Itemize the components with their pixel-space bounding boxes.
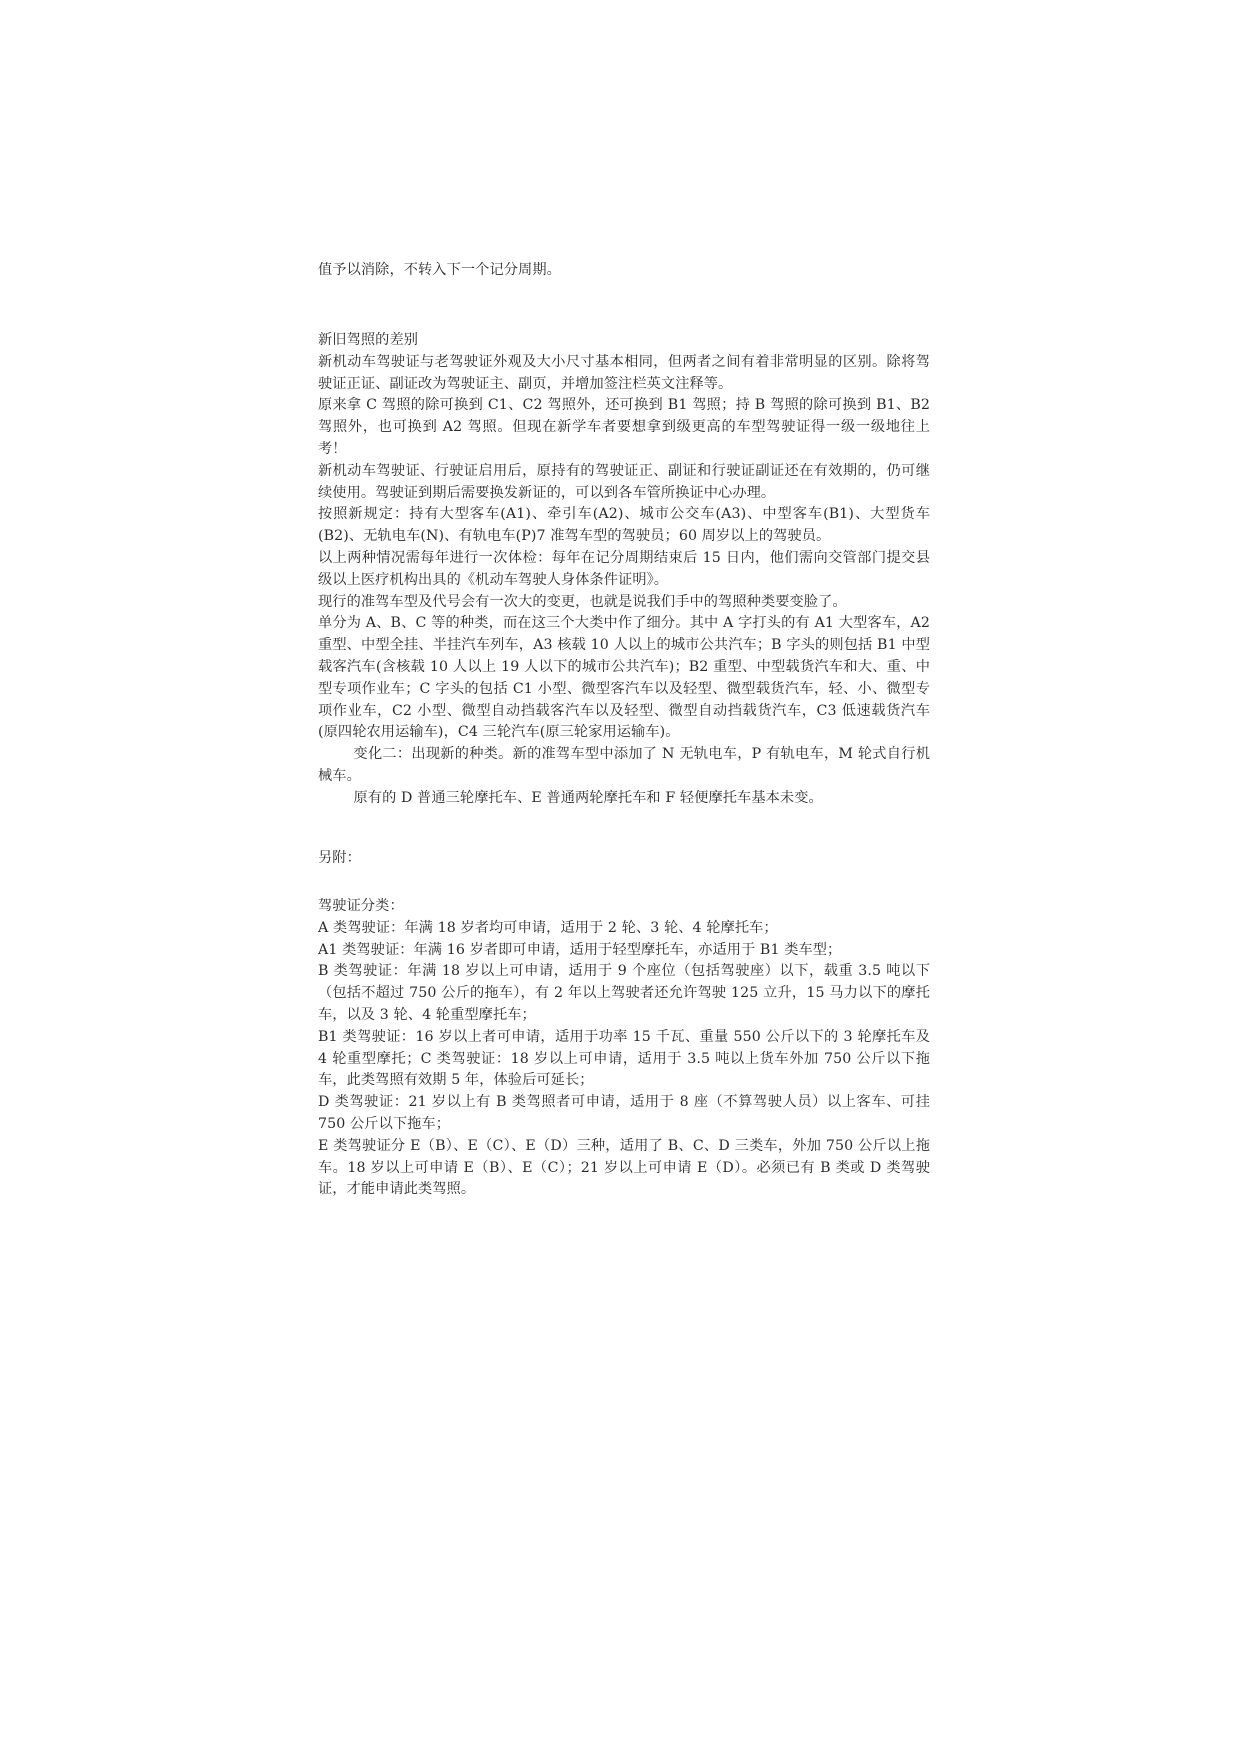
paragraph: 原来拿 C 驾照的除可换到 C1、C2 驾照外，还可换到 B1 驾照；持 B 驾照的除可换到 B1、B2 驾照外，也可换到 A2 驾照。但现在新学车者要想拿到级更高的车型驾驶证得一级一级地往上考！	[318, 397, 930, 457]
carryover-text: 值予以消除，不转入下一个记分周期。	[318, 262, 561, 278]
class-item: E 类驾驶证分 E（B）、E（C）、E（D）三种，适用了 B、C、D 三类车，外加 750 公斤以上拖车。18 岁以上可申请 E（B）、E（C）；21 岁以上可申请 E（D）。必须已有 B 类或 D 类驾驶证，才能申请此类驾照。	[318, 1137, 930, 1198]
section-title: 新旧驾照的差别	[318, 332, 419, 348]
paragraph: 按照新规定：持有大型客车(A1)、牵引车(A2)、城市公交车(A3)、中型客车(B1)、大型货车(B2)、无轨电车(N)、有轨电车(P)7 准驾车型的驾驶员；60 周岁以上的驾驶员。	[318, 506, 930, 545]
carryover-block	[318, 260, 930, 282]
classes-title: 驾驶证分类：	[318, 898, 404, 914]
indented-paragraph: 原有的 D 普通三轮摩托车、E 普通两轮摩托车和 F 轻便摩托车基本未变。	[353, 789, 823, 806]
paragraph: 新机动车驾驶证与老驾驶证外观及大小尺寸基本相同，但两者之间有着非常明显的区别。除将驾驶证正证、副证改为驾驶证主、副页，并增加签注栏英文注释等。	[318, 353, 930, 392]
appendix-block	[318, 848, 930, 870]
paragraph: 新机动车驾驶证、行驶证启用后，原持有的驾驶证正、副证和行驶证副证还在有效期的，仍可继续使用。驾驶证到期后需要换发新证的，可以到各车管所换证中心办理。	[318, 462, 930, 501]
paragraph: 以上两种情况需每年进行一次体检：每年在记分周期结束后 15 日内，他们需向交管部门提交县级以上医疗机构出具的《机动车驾驶人身体条件证明》。	[318, 549, 930, 588]
class-item: A1 类驾驶证：年满 16 岁者即可申请，适用于轻型摩托车，亦适用于 B1 类车型；	[318, 941, 842, 958]
indented-paragraph: 变化二：出现新的种类。新的准驾车型中添加了 N 无轨电车，P 有轨电车，M 轮式自行机械车。	[318, 746, 930, 784]
class-item: A 类驾驶证：年满 18 岁者均可申请，适用于 2 轮、3 轮、4 轮摩托车；	[318, 919, 778, 936]
class-item: B 类驾驶证：年满 18 岁以上可申请，适用于 9 个座位（包括驾驶座）以下，载重 3.5 吨以下（包括不超过 750 公斤的拖车），有 2 年以上驾驶者还允许驾驶 125 立升，15 马力以下的摩托车，以及 3 轮、4 轮重型摩托车；	[318, 963, 930, 1023]
appendix-label: 另附：	[318, 850, 361, 866]
paragraph: 单分为 A、B、C 等的种类，而在这三个大类中作了细分。其中 A 字打头的有 A1 大型客车，A2 重型、中型全挂、半挂汽车列车，A3 核载 10 人以上的城市公共汽车；B 字头的则包括 B1 中型载客汽车(含核载 10 人以上 19 人以下的城市公共汽车)；B2 重型、中型载货汽车和大、重、中型专项作业车；C 字头的包括 C1 小型、微型客汽车以及轻型、微型载货汽车，轻、小、微型专项作业车，C2 小型、微型自动挡载客汽车以及轻型、微型自动挡载货汽车，C3 低速载货汽车(原四轮农用运输车)，C4 三轮汽车(原三轮家用运输车)。	[318, 615, 930, 741]
section-old-new-license	[318, 330, 930, 810]
license-classes-section	[318, 896, 930, 1201]
paragraph: 现行的准驾车型及代号会有一次大的变更，也就是说我们手中的驾照种类要变脸了。	[318, 593, 847, 610]
class-item: D 类驾驶证：21 岁以上有 B 类驾照者可申请，适用于 8 座（不算驾驶人员）以上客车、可挂 750 公斤以下拖车；	[318, 1094, 930, 1132]
class-item: B1 类驾驶证：16 岁以上者可申请，适用于功率 15 千瓦、重量 550 公斤以下的 3 轮摩托车及 4 轮重型摩托；C 类驾驶证：18 岁以上可申请，适用于 3.5 吨以上货车外加 750 公斤以下拖车，此类驾照有效期 5 年，体验后可延长；	[318, 1028, 930, 1089]
